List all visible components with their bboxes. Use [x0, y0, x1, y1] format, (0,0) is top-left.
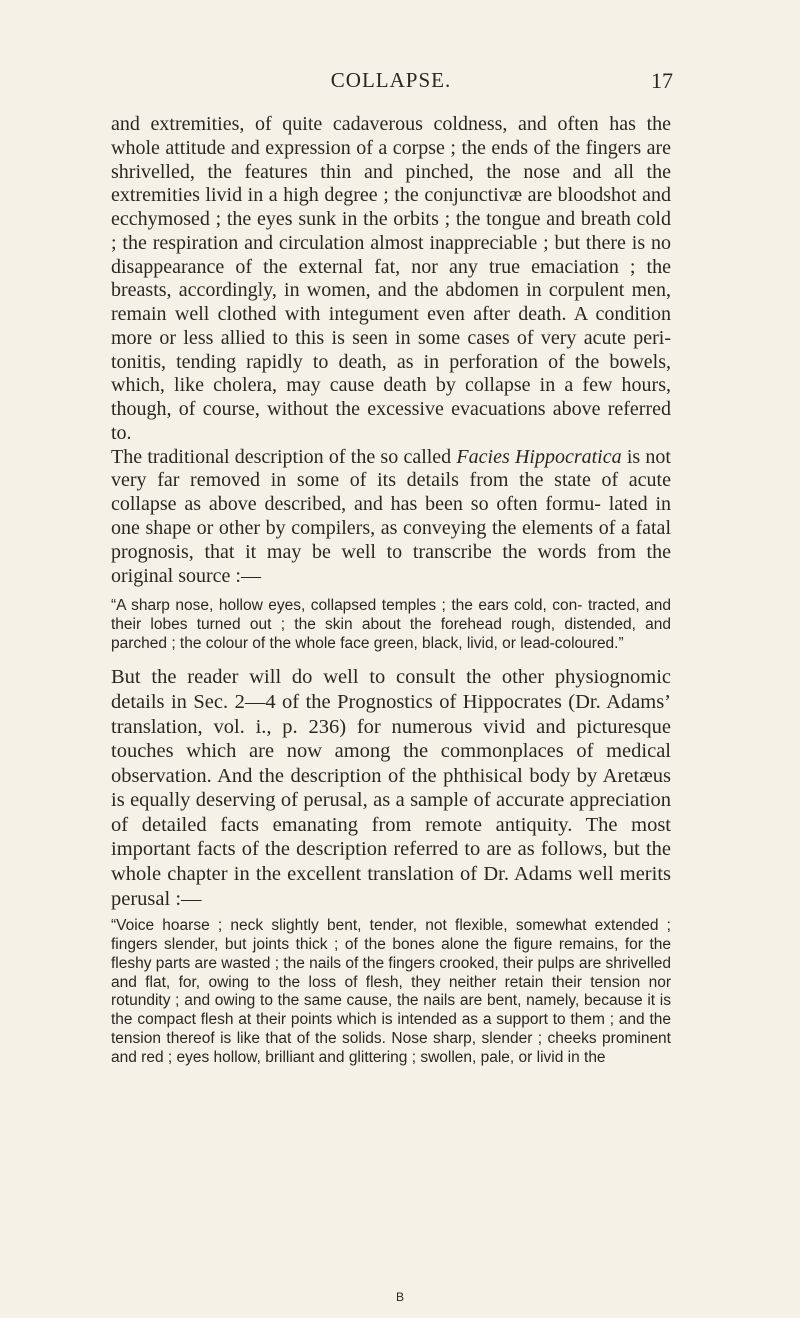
quote-hippocrates: “A sharp nose, hollow eyes, collapsed temples ; the ears cold, con- tracted, and their lobes turned out ; the skin about the forehead rough, distended, and parched ; the colour of the whole face green, black, livid, or lead-coloured.” [111, 596, 671, 652]
page-body [111, 113, 671, 1068]
running-head: COLLAPSE. [330, 68, 452, 92]
page-number: 17 [651, 68, 673, 93]
paragraph-facies-hippocratica [111, 446, 671, 589]
paragraph-collapse-description: and extremities, of quite cadaverous coldness, and often has the whole attitude and expression of a corpse ; the ends of the fingers are shrivelled, the features thin and pinched, the nose and all the extremities livid in a high degree ; the conjunctivæ are bloodshot and ecchymosed ; the eyes sunk in the orbits ; the tongue and breath cold ; the respiration and circulation almost inappreciable ; but there is no disappearance of the external fat, nor any true emaciation ; the breasts, accordingly, in women, and the abdomen in corpulent men, remain well clothed with integument even after death. A condition more or less allied to this is seen in some cases of very acute peri- tonitis, tending rapidly to death, as in perforation of the bowels, which, like cholera, may cause death by collapse in a few hours, though, of course, without the excessive evacuations above referred to. [111, 113, 671, 444]
paragraph-physiognomic-details: But the reader will do well to consult the other physiognomic details in Sec. 2—4 of the Prognostics of Hippocrates (Dr. Adams’ translation, vol. i., p. 236) for numerous vivid and picturesque touches which are now among the commonplaces of medical observation. And the description of the phthisical body by Aretæus is equally deserving of perusal, as a sample of accurate appreciation of detailed facts emanating from remote antiquity. The most important facts of the description referred to are as follows, but the whole chapter in the excellent translation of Dr. Adams well merits perusal :— [111, 666, 671, 910]
facies-italic-term: Facies Hippocratica [456, 445, 622, 468]
quote-aretaeus: “Voice hoarse ; neck slightly bent, tender, not flexible, somewhat extended ; fingers slender, but joints thick ; of the bones alone the figure remains, for the fleshy parts are wasted ; the nails of the fingers crooked, their pulps are shrivelled and flat, for, owing to the loss of flesh, they neither retain their tension nor rotundity ; and owing to the same cause, the nails are bent, namely, because it is the compact flesh at their points which is intended as a support to them ; and the tension thereof is like that of the solids. Nose sharp, slender ; cheeks prominent and red ; eyes hollow, brilliant and glittering ; swollen, pale, or livid in the [111, 917, 672, 1066]
signature-mark: B [395, 1290, 404, 1304]
facies-text-before: The traditional description of the so called [111, 445, 457, 468]
page-header [111, 68, 671, 98]
facies-text-after: is not very far removed in some of its details from the state of acute collapse as above described, and has been so often formu- lated in one shape or other by compilers, as conveying the elements of a fatal prognosis, that it may be well to transcribe the words from the original source :— [111, 445, 671, 588]
